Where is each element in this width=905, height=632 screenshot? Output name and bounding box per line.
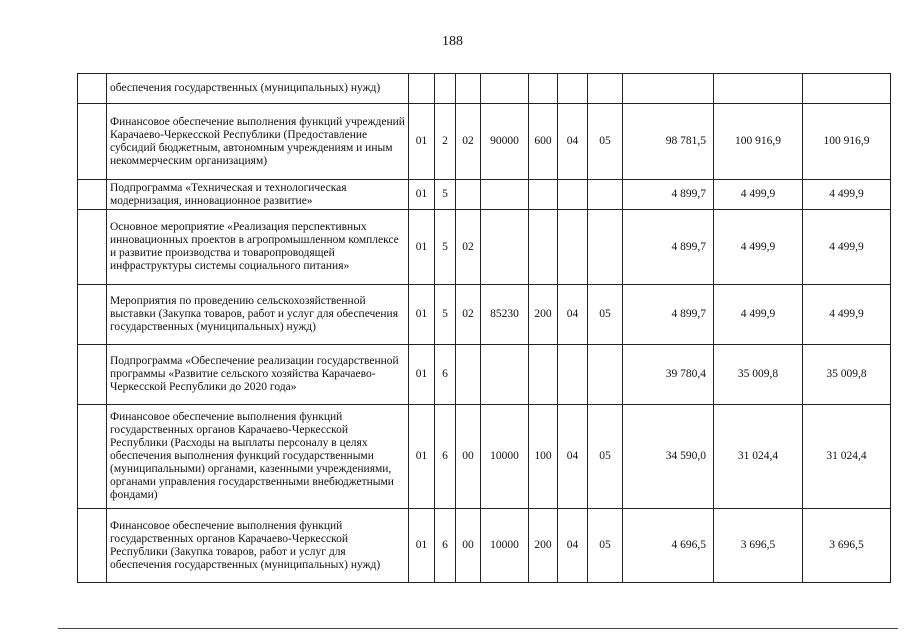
code-direction-cell: 85230 [481, 285, 529, 345]
code-chapter-cell [558, 180, 588, 210]
amount-1-cell: 4 899,7 [623, 285, 714, 345]
code-chapter-cell [558, 345, 588, 405]
code-expense-type-cell: 200 [529, 285, 558, 345]
item-name-cell: Финансовое обеспечение выполнения функций учреждений Карачаево-Черкесской Республики (Предоставление субсидий бюджетным, автономным учреждениям и иным некоммерческим организациям) [107, 104, 409, 180]
code-chapter-cell: 04 [558, 405, 588, 509]
code-section-cell: 01 [409, 405, 435, 509]
item-name-cell: Финансовое обеспечение выполнения функций государственных органов Карачаево-Черкесской Республики (Расходы на выплаты персоналу в целях обеспечения выполнения функций государственными (муниципальными) органами, казенными учреждениями, органами управления государственными внебюджетными фондами) [107, 405, 409, 509]
code-subsection-cell: 05 [588, 104, 623, 180]
amount-2-cell: 100 916,9 [714, 104, 803, 180]
amount-1-cell [623, 74, 714, 104]
code-subsection-cell: 05 [588, 509, 623, 583]
amount-1-cell: 34 590,0 [623, 405, 714, 509]
page-bottom-rule [58, 628, 898, 629]
code-subsection-cell: 05 [588, 405, 623, 509]
code-section-cell: 01 [409, 345, 435, 405]
row-number-cell [78, 210, 107, 285]
item-name-cell: Основное мероприятие «Реализация перспективных инновационных проектов в агропромышленном комплексе и развитие производства и товаропроводящей инфраструктуры системы социального питания» [107, 210, 409, 285]
code-direction-cell: 10000 [481, 509, 529, 583]
table-row [78, 104, 891, 180]
amount-1-cell: 39 780,4 [623, 345, 714, 405]
code-direction-cell [481, 74, 529, 104]
table-row [78, 180, 891, 210]
code-subprogram-cell: 2 [435, 104, 456, 180]
code-expense-type-cell: 600 [529, 104, 558, 180]
item-name-cell: Подпрограмма «Техническая и технологическая модернизация, инновационное развитие» [107, 180, 409, 210]
amount-3-cell: 3 696,5 [803, 509, 891, 583]
code-subprogram-cell: 5 [435, 210, 456, 285]
page-number: 188 [442, 34, 463, 49]
code-direction-cell: 10000 [481, 405, 529, 509]
amount-3-cell: 4 499,9 [803, 285, 891, 345]
code-event-cell: 02 [456, 285, 481, 345]
code-subsection-cell [588, 180, 623, 210]
amount-2-cell: 35 009,8 [714, 345, 803, 405]
amount-1-cell: 4 696,5 [623, 509, 714, 583]
amount-2-cell: 31 024,4 [714, 405, 803, 509]
table-row [78, 285, 891, 345]
code-subprogram-cell: 6 [435, 405, 456, 509]
table-row [78, 345, 891, 405]
row-number-cell [78, 509, 107, 583]
code-chapter-cell: 04 [558, 509, 588, 583]
item-name-cell: обеспечения государственных (муниципальных) нужд) [107, 74, 409, 104]
amount-2-cell: 4 499,9 [714, 210, 803, 285]
code-direction-cell [481, 210, 529, 285]
row-number-cell [78, 104, 107, 180]
code-section-cell: 01 [409, 509, 435, 583]
amount-3-cell: 4 499,9 [803, 180, 891, 210]
code-event-cell [456, 74, 481, 104]
code-direction-cell: 90000 [481, 104, 529, 180]
row-number-cell [78, 405, 107, 509]
amount-3-cell: 31 024,4 [803, 405, 891, 509]
item-name-cell: Финансовое обеспечение выполнения функций государственных органов Карачаево-Черкесской Республики (Закупка товаров, работ и услуг для обеспечения государственных (муниципальных) нужд) [107, 509, 409, 583]
code-expense-type-cell: 100 [529, 405, 558, 509]
code-section-cell: 01 [409, 104, 435, 180]
row-number-cell [78, 345, 107, 405]
code-subsection-cell: 05 [588, 285, 623, 345]
amount-2-cell: 3 696,5 [714, 509, 803, 583]
code-subprogram-cell: 6 [435, 509, 456, 583]
code-subsection-cell [588, 345, 623, 405]
code-expense-type-cell [529, 180, 558, 210]
amount-2-cell: 4 499,9 [714, 180, 803, 210]
amount-3-cell: 4 499,9 [803, 210, 891, 285]
code-event-cell [456, 180, 481, 210]
code-expense-type-cell [529, 210, 558, 285]
table-row [78, 74, 891, 104]
code-subprogram-cell: 5 [435, 285, 456, 345]
code-direction-cell [481, 345, 529, 405]
table-body [78, 74, 891, 583]
code-subsection-cell [588, 74, 623, 104]
amount-1-cell: 4 899,7 [623, 210, 714, 285]
amount-3-cell: 100 916,9 [803, 104, 891, 180]
code-section-cell: 01 [409, 180, 435, 210]
table-row [78, 509, 891, 583]
code-section-cell: 01 [409, 285, 435, 345]
code-expense-type-cell [529, 74, 558, 104]
amount-2-cell: 4 499,9 [714, 285, 803, 345]
code-chapter-cell [558, 74, 588, 104]
code-event-cell: 00 [456, 509, 481, 583]
item-name-cell: Мероприятия по проведению сельскохозяйственной выставки (Закупка товаров, работ и услуг для обеспечения государственных (муниципальных) нужд) [107, 285, 409, 345]
code-chapter-cell: 04 [558, 285, 588, 345]
row-number-cell [78, 74, 107, 104]
amount-2-cell [714, 74, 803, 104]
item-name-cell: Подпрограмма «Обеспечение реализации государственной программы «Развитие сельского хозяйства Карачаево-Черкесской Республики до 2020 года» [107, 345, 409, 405]
amount-1-cell: 4 899,7 [623, 180, 714, 210]
budget-table [77, 73, 891, 583]
amount-3-cell [803, 74, 891, 104]
code-subprogram-cell: 5 [435, 180, 456, 210]
table-row [78, 405, 891, 509]
code-subprogram-cell: 6 [435, 345, 456, 405]
amount-1-cell: 98 781,5 [623, 104, 714, 180]
code-chapter-cell: 04 [558, 104, 588, 180]
code-subprogram-cell [435, 74, 456, 104]
row-number-cell [78, 285, 107, 345]
code-chapter-cell [558, 210, 588, 285]
table-row [78, 210, 891, 285]
row-number-cell [78, 180, 107, 210]
code-event-cell: 02 [456, 104, 481, 180]
code-direction-cell [481, 180, 529, 210]
code-expense-type-cell [529, 345, 558, 405]
code-event-cell: 00 [456, 405, 481, 509]
code-expense-type-cell: 200 [529, 509, 558, 583]
code-event-cell [456, 345, 481, 405]
code-section-cell [409, 74, 435, 104]
code-section-cell: 01 [409, 210, 435, 285]
amount-3-cell: 35 009,8 [803, 345, 891, 405]
code-subsection-cell [588, 210, 623, 285]
code-event-cell: 02 [456, 210, 481, 285]
